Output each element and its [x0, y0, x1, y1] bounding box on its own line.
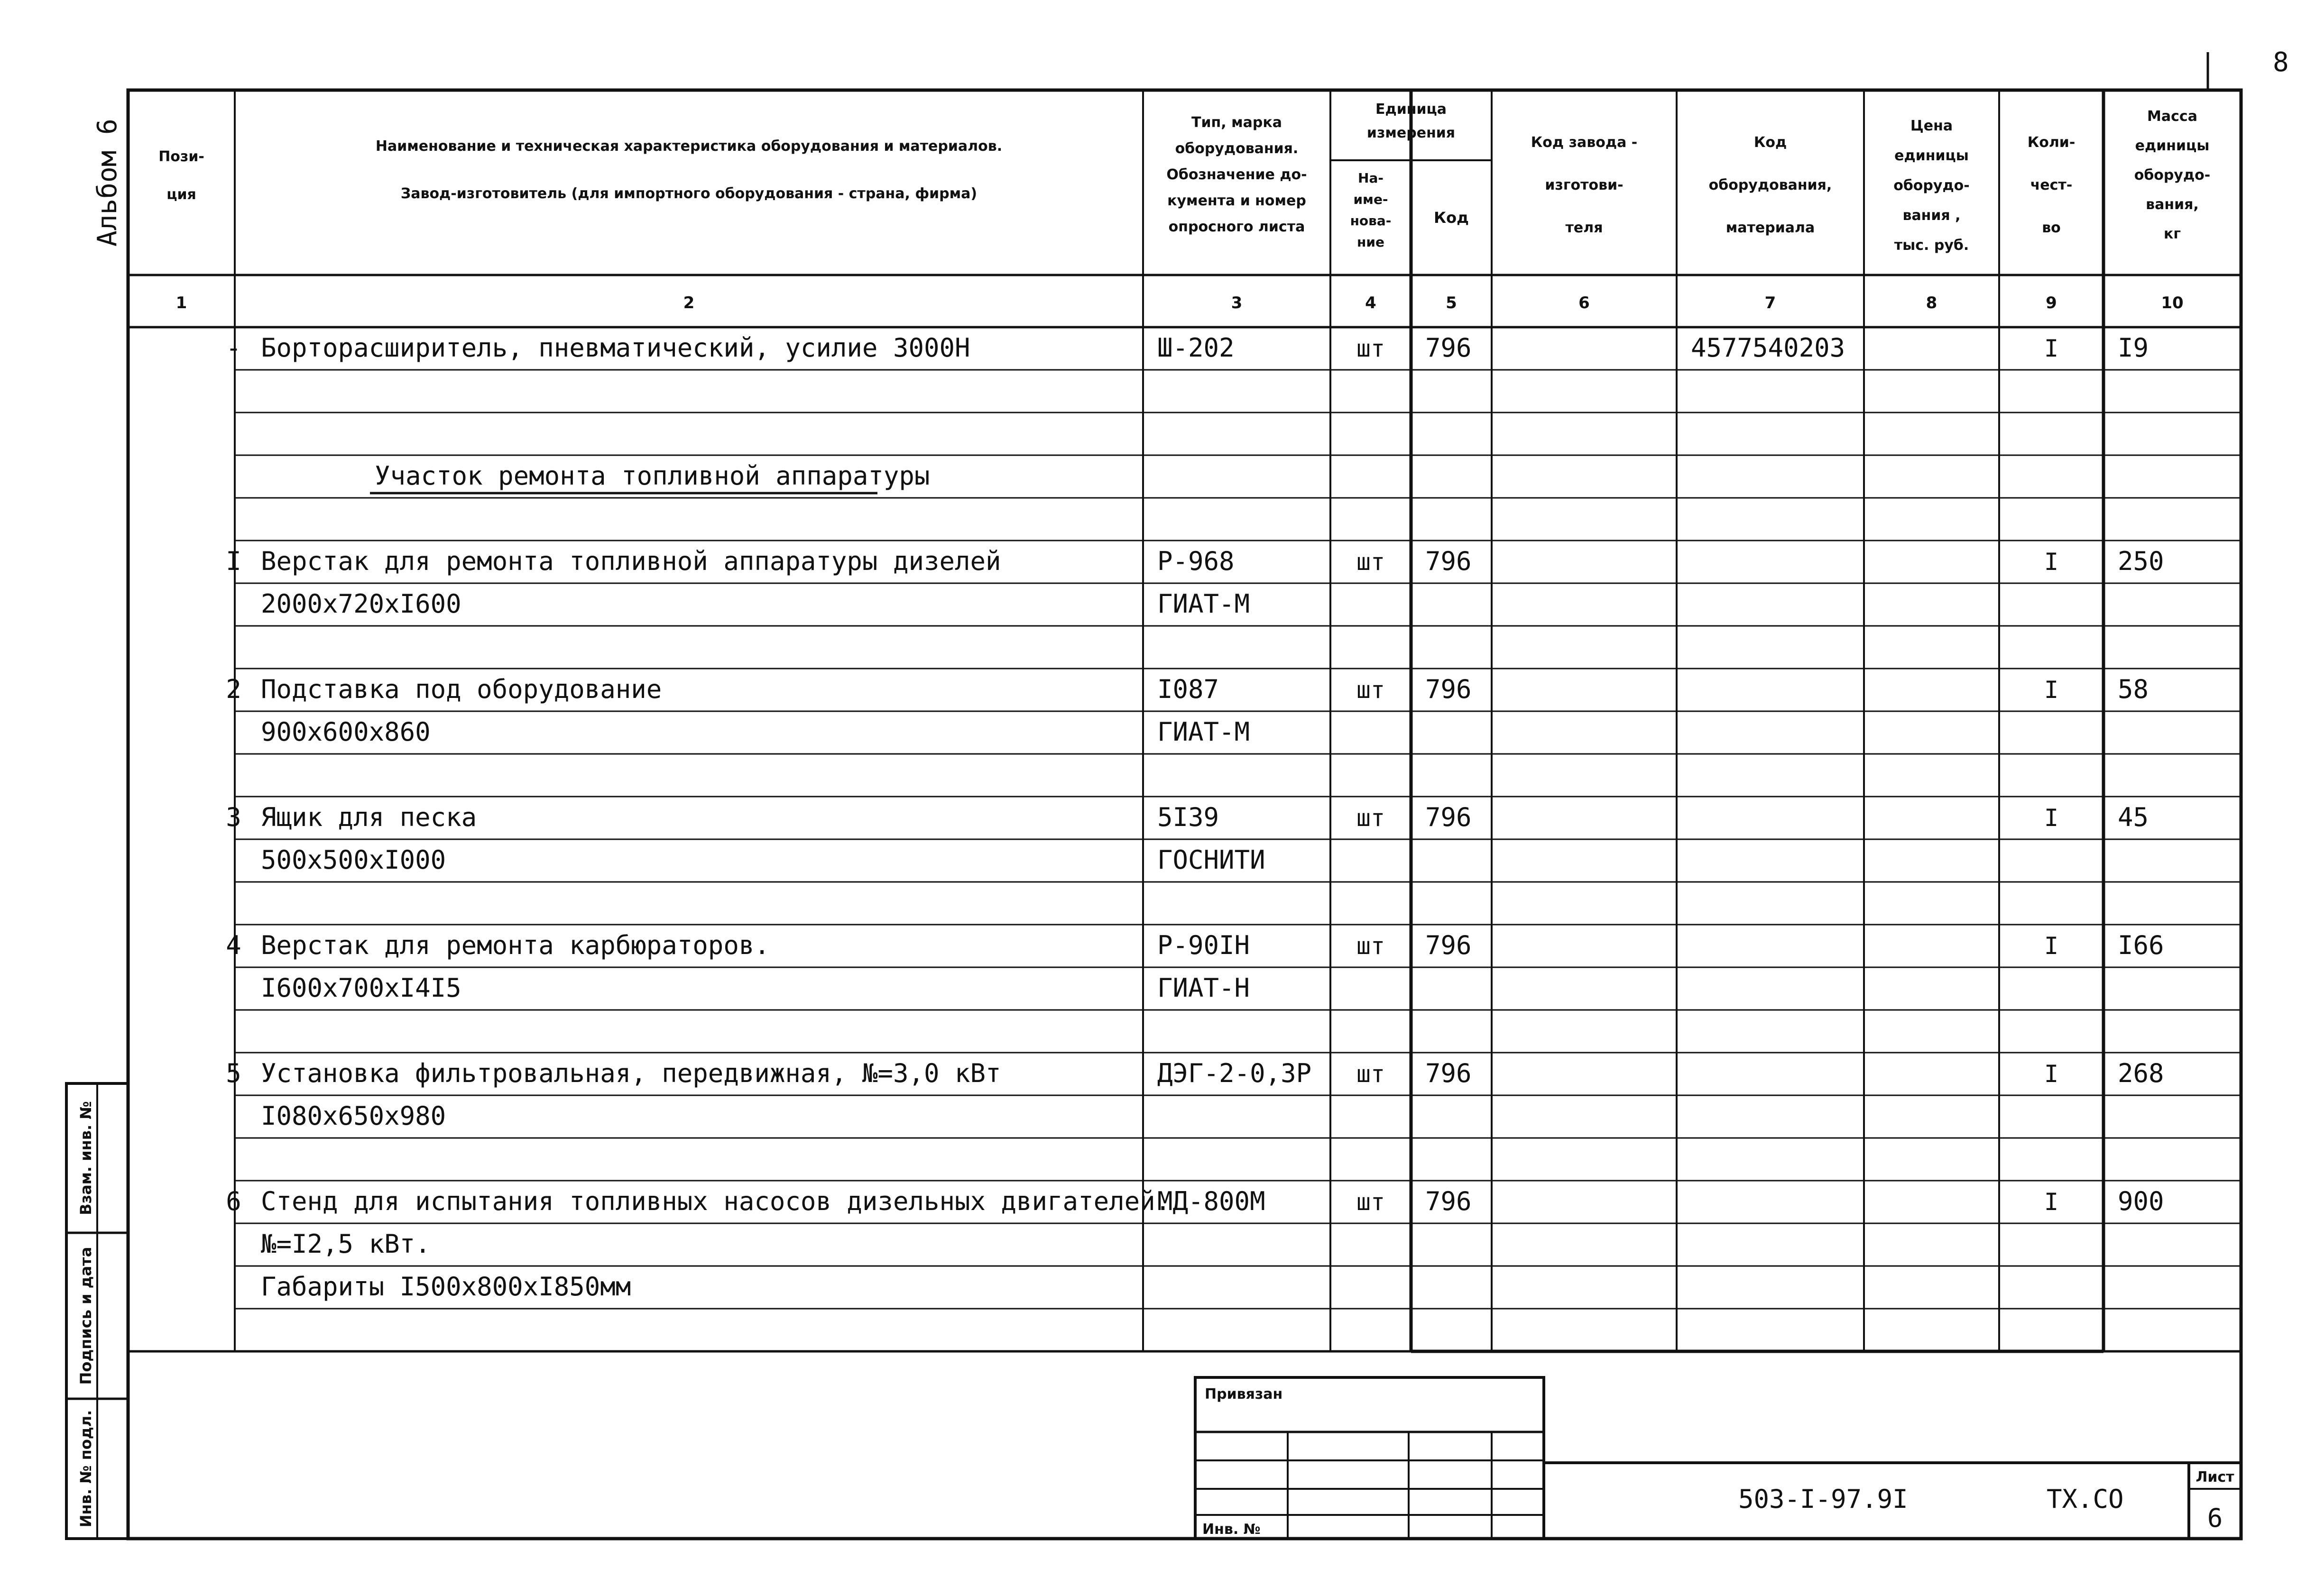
column-number: 7	[1764, 294, 1776, 312]
column-number: 3	[1231, 294, 1243, 312]
header-price: оборудо-	[1893, 177, 1970, 194]
unit-code-cell: 796	[1425, 674, 1472, 704]
header-mass: вания,	[2146, 196, 2199, 213]
header-type: кумента и номер	[1167, 193, 1306, 209]
header-plant-code: изготови-	[1545, 177, 1624, 193]
unit-cell: шт	[1356, 804, 1385, 832]
mass-cell: 250	[2118, 546, 2164, 576]
header-unit-code: Код	[1434, 209, 1469, 227]
header-quantity: Коли-	[2027, 134, 2076, 151]
position-cell: 2	[226, 674, 241, 704]
header-type: Тип, марка	[1191, 114, 1282, 131]
header-plant-code: Код завода -	[1531, 134, 1638, 151]
quantity-cell: I	[2044, 1060, 2059, 1088]
header-equipment-code: оборудования,	[1708, 177, 1832, 193]
position-cell: 3	[226, 802, 241, 832]
header-mass: единицы	[2135, 138, 2210, 154]
type-cell: Р-968	[1157, 546, 1235, 576]
header-name: Наименование и техническая характеристика оборудования и материалов.	[375, 138, 1003, 155]
unit-cell: шт	[1356, 548, 1385, 576]
position-cell: 4	[226, 930, 241, 960]
side-strip-label: Взам. инв. №	[77, 1101, 95, 1215]
unit-code-cell: 796	[1425, 1186, 1472, 1216]
header-mass: Масса	[2147, 108, 2197, 125]
type-cell: ГИАТ-М	[1157, 717, 1250, 747]
name-cell: Стенд для испытания топливных насосов дизельных двигателей.	[261, 1186, 1171, 1216]
side-strip-label: Инв. № подл.	[77, 1410, 95, 1528]
equipment-code-cell: 4577540203	[1691, 333, 1845, 363]
inventory-label: Инв. №	[1202, 1521, 1261, 1538]
name-cell: Ящик для песка	[261, 802, 477, 832]
name-cell: Борторасширитель, пневматический, усилие 3000Н	[261, 333, 970, 363]
document-section: ТХ.СО	[2047, 1484, 2124, 1514]
column-number: 4	[1365, 294, 1376, 312]
name-cell: Габариты I500х800хI850мм	[261, 1272, 631, 1302]
unit-cell: шт	[1356, 1188, 1385, 1216]
unit-code-cell: 796	[1425, 802, 1472, 832]
left-side-strip	[66, 1083, 128, 1539]
mass-cell: 58	[2118, 674, 2149, 704]
header-price: Цена	[1910, 118, 1953, 134]
section-heading: Участок ремонта топливной аппаратуры	[375, 461, 930, 491]
header-type: оборудования.	[1175, 140, 1299, 157]
name-cell: 2000х720хI600	[261, 589, 461, 619]
document-code: 503-I-97.9I	[1738, 1484, 1908, 1514]
name-cell: Верстак для ремонта карбюраторов.	[261, 930, 770, 960]
unit-code-cell: 796	[1425, 1058, 1472, 1088]
quantity-cell: I	[2044, 932, 2059, 960]
type-cell: 5I39	[1157, 802, 1219, 832]
header-type: опросного листа	[1168, 219, 1305, 235]
title-block	[1195, 1377, 2241, 1539]
album-label: Альбом 6	[92, 119, 123, 247]
header-position: Пози-	[158, 148, 204, 165]
column-number: 8	[1926, 294, 1937, 312]
header-price: тыс. руб.	[1894, 237, 1969, 254]
quantity-cell: I	[2044, 335, 2059, 362]
name-cell: I600х700хI4I5	[261, 973, 461, 1003]
table-header	[158, 101, 2210, 254]
position-cell: I	[226, 546, 241, 576]
type-cell: ДЭГ-2-0,3Р	[1157, 1058, 1312, 1088]
header-equipment-code: Код	[1753, 134, 1787, 151]
position-cell: 6	[226, 1186, 241, 1216]
column-number: 1	[175, 294, 187, 312]
header-unit-name: име-	[1353, 192, 1388, 207]
mass-cell: 268	[2118, 1058, 2164, 1088]
header-price: вания ,	[1902, 207, 1961, 224]
mass-cell: 45	[2118, 802, 2149, 832]
header-quantity: чест-	[2030, 177, 2073, 193]
header-unit-name: нова-	[1350, 213, 1392, 229]
unit-cell: шт	[1356, 932, 1385, 960]
unit-cell: шт	[1356, 335, 1385, 362]
type-cell: ГОСНИТИ	[1157, 845, 1265, 875]
type-cell: МД-800М	[1157, 1186, 1265, 1216]
mass-cell: 900	[2118, 1186, 2164, 1216]
quantity-cell: I	[2044, 1188, 2059, 1216]
name-cell: I080х650х980	[261, 1101, 446, 1131]
column-number: 2	[683, 294, 695, 312]
name-cell: №=I2,5 кВт.	[261, 1229, 431, 1259]
name-cell: Установка фильтровальная, передвижная, №=3,0 кВт	[261, 1058, 1001, 1088]
page-corner-number: 8	[2273, 47, 2289, 78]
type-cell: I087	[1157, 674, 1219, 704]
sheet-number: 6	[2207, 1503, 2223, 1533]
unit-code-cell: 796	[1425, 546, 1472, 576]
quantity-cell: I	[2044, 548, 2059, 576]
name-cell: 500х500хI000	[261, 845, 446, 875]
header-unit-group: измерения	[1366, 125, 1456, 141]
table-body	[226, 333, 2164, 1302]
position-cell: 5	[226, 1058, 241, 1088]
type-cell: Р-90IН	[1157, 930, 1250, 960]
type-cell: Ш-202	[1157, 333, 1235, 363]
header-type: Обозначение до-	[1166, 166, 1307, 183]
mass-cell: I66	[2118, 930, 2164, 960]
sheet-label: Лист	[2196, 1469, 2234, 1486]
quantity-cell: I	[2044, 676, 2059, 704]
quantity-cell: I	[2044, 804, 2059, 832]
name-cell: 900х600х860	[261, 717, 431, 747]
tied-label: Привязан	[1205, 1386, 1283, 1403]
type-cell: ГИАТ-М	[1157, 589, 1250, 619]
column-number: 9	[2046, 294, 2057, 312]
name-cell: Верстак для ремонта топливной аппаратуры дизелей	[261, 546, 1001, 576]
mass-cell: I9	[2118, 333, 2149, 363]
side-strip-label: Подпись и дата	[77, 1247, 95, 1385]
type-cell: ГИАТ-Н	[1157, 973, 1250, 1003]
unit-code-cell: 796	[1425, 930, 1472, 960]
column-numbers-row	[176, 294, 2184, 312]
unit-cell: шт	[1356, 676, 1385, 704]
position-cell: -	[226, 333, 241, 363]
column-number: 10	[2161, 294, 2184, 312]
header-quantity: во	[2042, 220, 2061, 236]
name-cell: Подставка под оборудование	[261, 674, 662, 704]
header-unit-group: Единица	[1375, 101, 1447, 118]
header-unit-name: На-	[1358, 170, 1384, 186]
header-name: Завод-изготовитель (для импортного оборудования - страна, фирма)	[400, 185, 978, 202]
header-mass: оборудо-	[2134, 167, 2211, 183]
unit-cell: шт	[1356, 1060, 1385, 1088]
header-price: единицы	[1894, 147, 1969, 164]
header-mass: кг	[2163, 226, 2181, 242]
header-equipment-code: материала	[1725, 220, 1815, 236]
column-number: 5	[1446, 294, 1457, 312]
header-position: ция	[166, 186, 196, 203]
header-unit-name: ние	[1357, 234, 1384, 250]
header-plant-code: теля	[1565, 220, 1603, 236]
unit-code-cell: 796	[1425, 333, 1472, 363]
column-number: 6	[1578, 294, 1590, 312]
